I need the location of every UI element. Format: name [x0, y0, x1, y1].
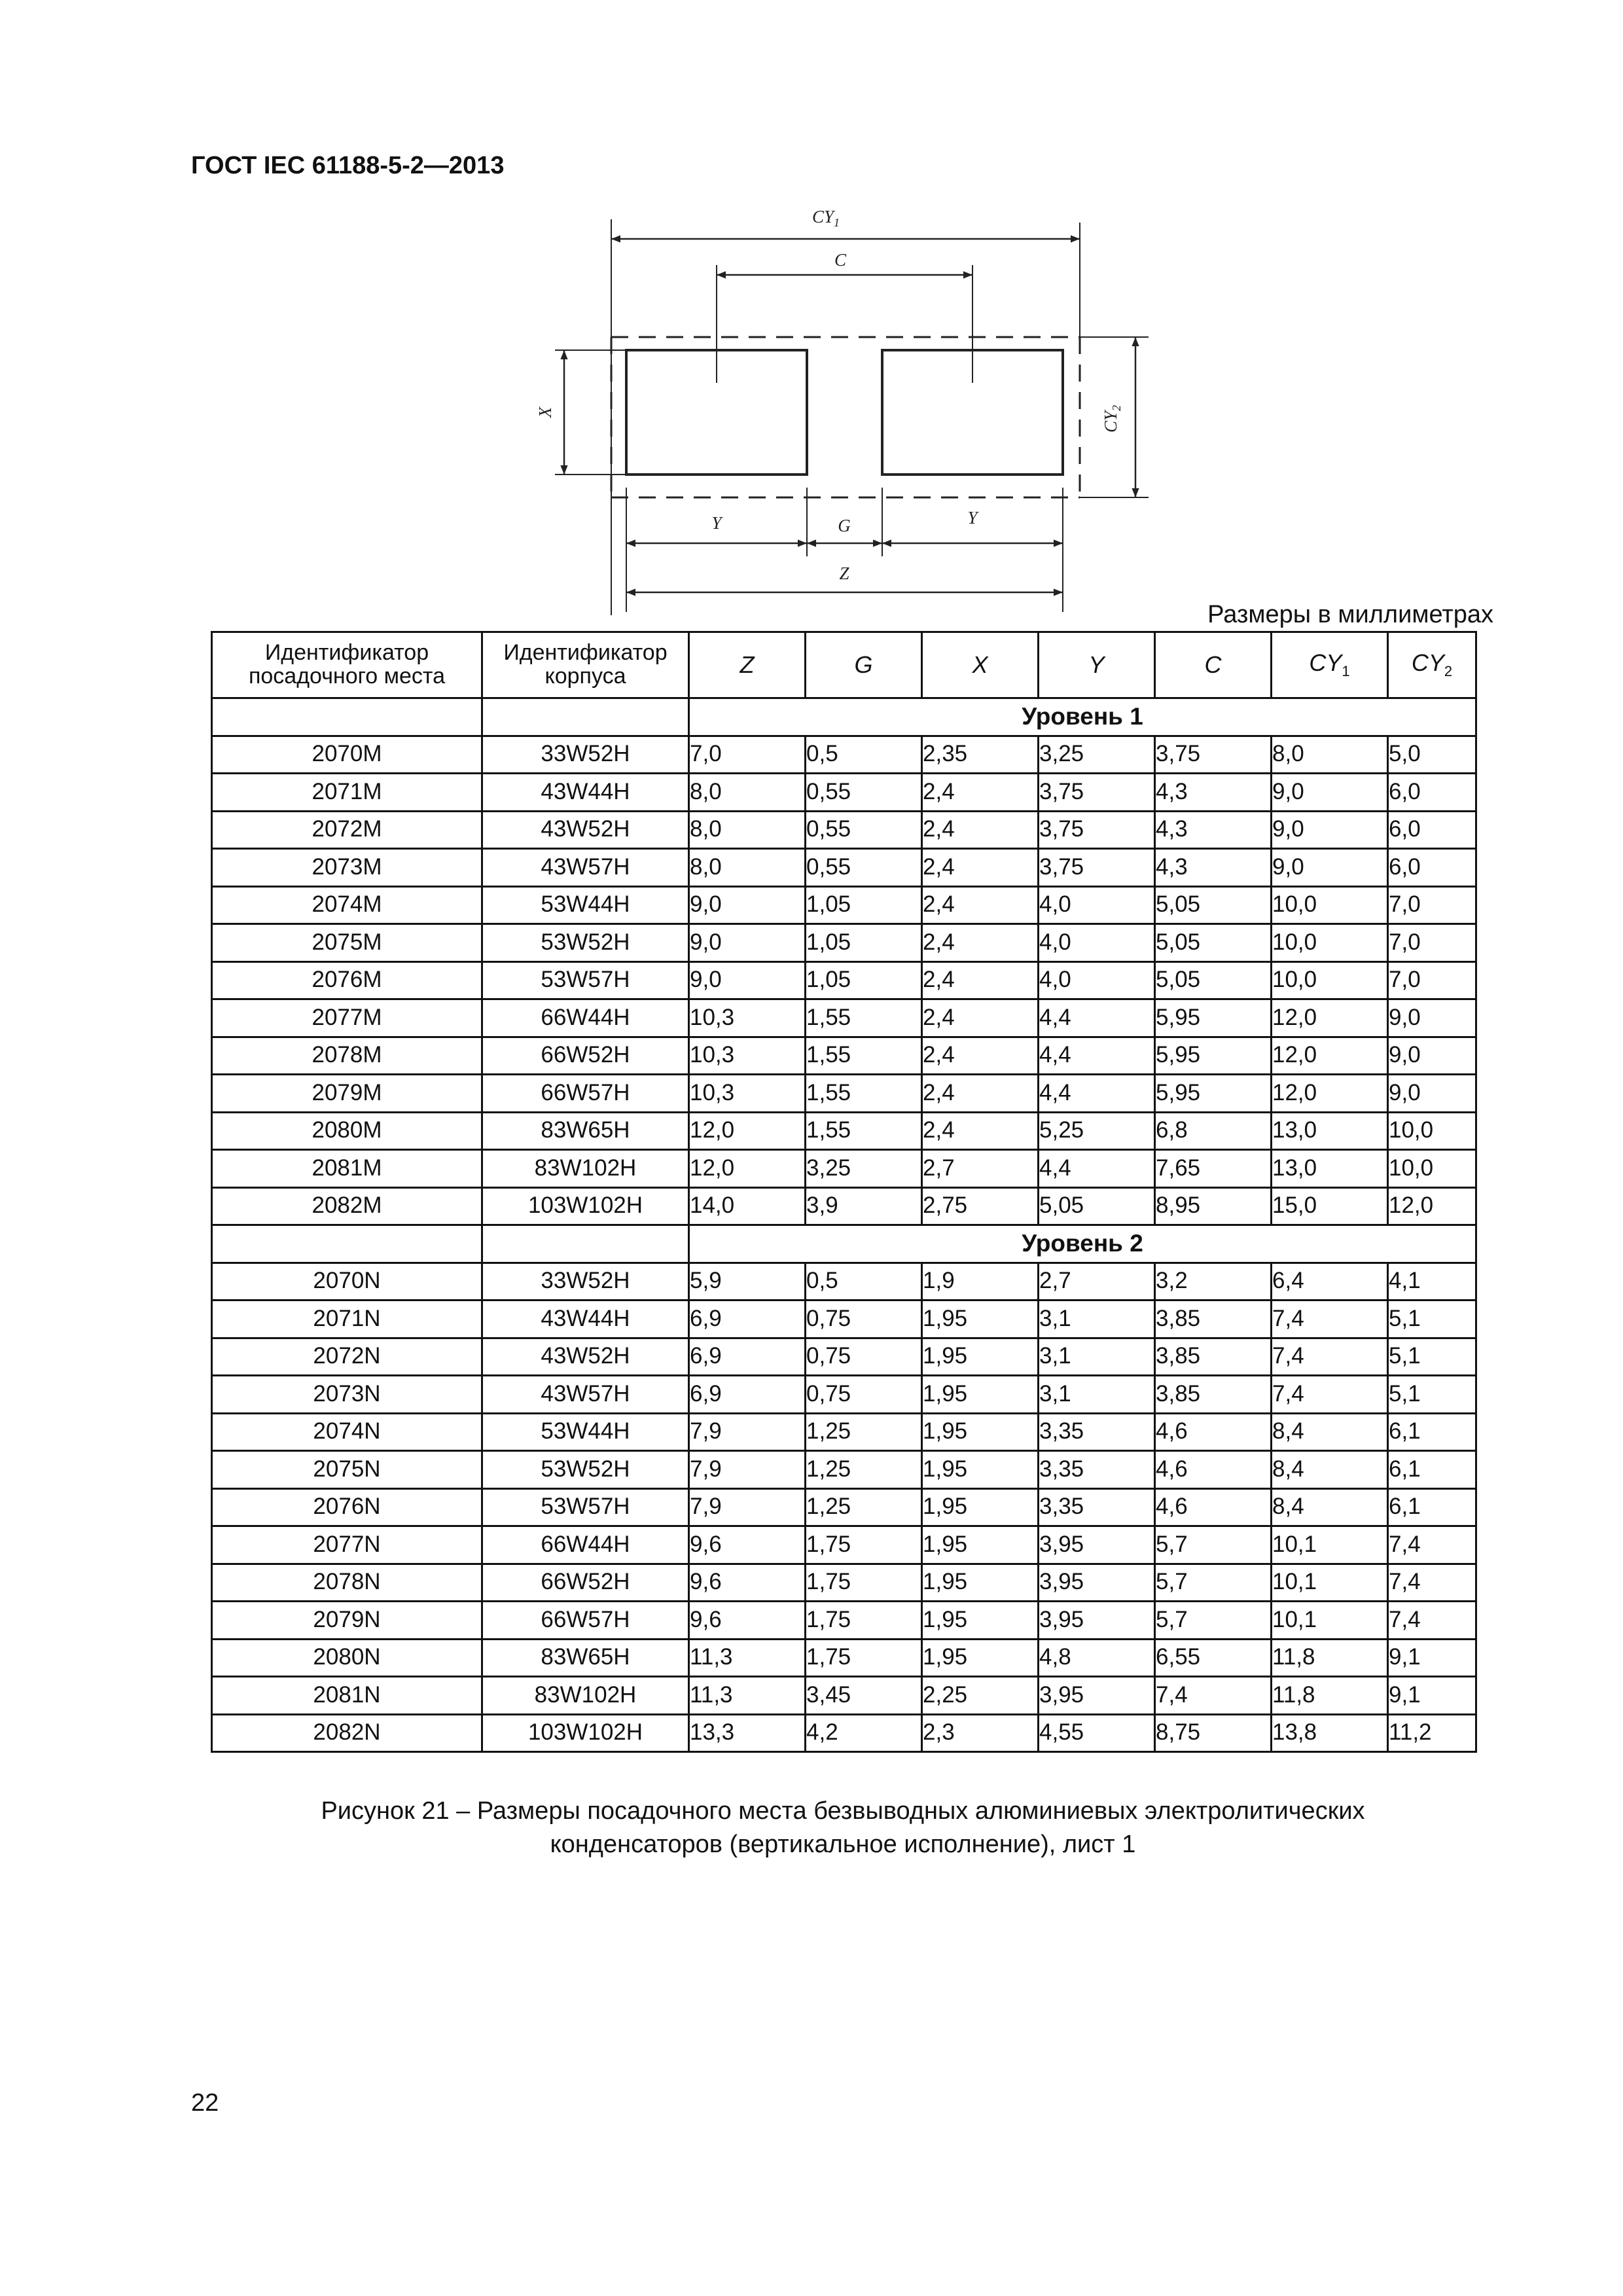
value-cell: 6,1	[1388, 1413, 1476, 1451]
land-id-cell: 2073M	[212, 849, 482, 887]
value-cell: 1,05	[806, 886, 922, 924]
value-cell: 9,0	[689, 961, 806, 999]
value-cell: 2,4	[922, 811, 1039, 849]
value-cell: 12,0	[1272, 1037, 1388, 1075]
value-cell: 5,7	[1155, 1526, 1272, 1564]
table-row	[212, 1263, 1476, 1300]
value-cell: 1,55	[806, 1037, 922, 1075]
value-cell: 9,6	[689, 1602, 806, 1640]
value-cell: 8,0	[1272, 736, 1388, 774]
value-cell: 3,1	[1039, 1376, 1155, 1414]
page-number: 22	[191, 2089, 219, 2117]
value-cell: 1,75	[806, 1564, 922, 1602]
value-cell: 6,1	[1388, 1488, 1476, 1526]
value-cell: 3,75	[1039, 774, 1155, 812]
value-cell: 3,85	[1155, 1376, 1272, 1414]
value-cell: 0,75	[806, 1338, 922, 1376]
land-id-cell: 2074N	[212, 1413, 482, 1451]
value-cell: 7,4	[1155, 1677, 1272, 1715]
value-cell: 3,95	[1039, 1526, 1155, 1564]
value-cell: 5,05	[1155, 961, 1272, 999]
level-title: Уровень 2	[689, 1225, 1476, 1263]
header-z: Z	[689, 632, 806, 698]
value-cell: 8,95	[1155, 1187, 1272, 1225]
value-cell: 9,1	[1388, 1639, 1476, 1677]
section-row	[212, 698, 1476, 736]
y-right-label: Y	[967, 508, 978, 528]
table-row	[212, 999, 1476, 1037]
table-row	[212, 1639, 1476, 1677]
value-cell: 2,4	[922, 961, 1039, 999]
value-cell: 5,1	[1388, 1338, 1476, 1376]
header-x: X	[922, 632, 1039, 698]
table-row	[212, 1376, 1476, 1414]
land-id-cell: 2080N	[212, 1639, 482, 1677]
value-cell: 10,3	[689, 1037, 806, 1075]
case-id-cell: 66W52H	[482, 1037, 689, 1075]
value-cell: 9,6	[689, 1564, 806, 1602]
value-cell: 12,0	[1272, 1075, 1388, 1113]
land-id-cell: 2071M	[212, 774, 482, 812]
g-label: G	[838, 516, 851, 535]
value-cell: 11,8	[1272, 1677, 1388, 1715]
value-cell: 9,0	[689, 924, 806, 962]
value-cell: 8,0	[689, 849, 806, 887]
x-label: X	[535, 406, 555, 418]
value-cell: 2,25	[922, 1677, 1039, 1715]
value-cell: 3,35	[1039, 1488, 1155, 1526]
value-cell: 14,0	[689, 1187, 806, 1225]
value-cell: 3,25	[806, 1150, 922, 1188]
value-cell: 1,25	[806, 1413, 922, 1451]
case-id-cell: 43W52H	[482, 811, 689, 849]
value-cell: 2,4	[922, 886, 1039, 924]
land-id-cell: 2082M	[212, 1187, 482, 1225]
value-cell: 0,55	[806, 774, 922, 812]
value-cell: 7,0	[1388, 961, 1476, 999]
table-row	[212, 1075, 1476, 1113]
value-cell: 3,75	[1155, 736, 1272, 774]
value-cell: 7,4	[1388, 1526, 1476, 1564]
value-cell: 10,0	[1388, 1112, 1476, 1150]
header-cy2: $CY_2$	[1388, 632, 1476, 698]
cy1-label: $CY_1$	[812, 207, 840, 229]
value-cell: 3,25	[1039, 736, 1155, 774]
section-row	[212, 1225, 1476, 1263]
value-cell: 4,6	[1155, 1488, 1272, 1526]
land-id-cell: 2072M	[212, 811, 482, 849]
value-cell: 1,95	[922, 1338, 1039, 1376]
case-id-cell: 83W65H	[482, 1639, 689, 1677]
value-cell: 1,95	[922, 1300, 1039, 1338]
value-cell: 7,9	[689, 1413, 806, 1451]
value-cell: 7,4	[1388, 1564, 1476, 1602]
value-cell: 13,3	[689, 1714, 806, 1752]
value-cell: 4,0	[1039, 886, 1155, 924]
case-id-cell: 83W102H	[482, 1150, 689, 1188]
value-cell: 10,1	[1272, 1602, 1388, 1640]
table-row	[212, 1488, 1476, 1526]
value-cell: 12,0	[1272, 999, 1388, 1037]
table-row	[212, 774, 1476, 812]
table-row	[212, 1602, 1476, 1640]
value-cell: 10,1	[1272, 1564, 1388, 1602]
value-cell: 9,0	[1272, 849, 1388, 887]
value-cell: 6,0	[1388, 774, 1476, 812]
value-cell: 2,4	[922, 1112, 1039, 1150]
value-cell: 0,75	[806, 1300, 922, 1338]
table-row	[212, 849, 1476, 887]
value-cell: 5,25	[1039, 1112, 1155, 1150]
case-id-cell: 53W44H	[482, 886, 689, 924]
value-cell: 6,8	[1155, 1112, 1272, 1150]
value-cell: 8,4	[1272, 1451, 1388, 1489]
value-cell: 4,3	[1155, 849, 1272, 887]
value-cell: 1,95	[922, 1526, 1039, 1564]
value-cell: 7,0	[1388, 924, 1476, 962]
value-cell: 6,1	[1388, 1451, 1476, 1489]
value-cell: 4,3	[1155, 774, 1272, 812]
value-cell: 12,0	[689, 1150, 806, 1188]
header-y: Y	[1039, 632, 1155, 698]
value-cell: 7,9	[689, 1451, 806, 1489]
case-id-cell: 53W44H	[482, 1413, 689, 1451]
table-row	[212, 1338, 1476, 1376]
value-cell: 3,2	[1155, 1263, 1272, 1300]
value-cell: 2,4	[922, 849, 1039, 887]
value-cell: 0,75	[806, 1376, 922, 1414]
value-cell: 5,7	[1155, 1564, 1272, 1602]
value-cell: 3,75	[1039, 811, 1155, 849]
case-id-cell: 66W44H	[482, 999, 689, 1037]
case-id-cell: 66W52H	[482, 1564, 689, 1602]
land-id-cell: 2079M	[212, 1075, 482, 1113]
value-cell: 13,0	[1272, 1112, 1388, 1150]
header-land-id: Идентификатор посадочного места	[212, 632, 482, 698]
case-id-cell: 53W52H	[482, 924, 689, 962]
value-cell: 11,3	[689, 1639, 806, 1677]
case-id-cell: 103W102H	[482, 1714, 689, 1752]
value-cell: 9,6	[689, 1526, 806, 1564]
table-row	[212, 1187, 1476, 1225]
value-cell: 1,05	[806, 961, 922, 999]
header-g: G	[806, 632, 922, 698]
value-cell: 6,55	[1155, 1639, 1272, 1677]
table-row	[212, 1451, 1476, 1489]
land-id-cell: 2081N	[212, 1677, 482, 1715]
table-row	[212, 1150, 1476, 1188]
value-cell: 0,5	[806, 1263, 922, 1300]
value-cell: 12,0	[689, 1112, 806, 1150]
land-id-cell: 2078N	[212, 1564, 482, 1602]
caption-line-1: Рисунок 21 – Размеры посадочного места безвыводных алюминиевых электролитических	[321, 1797, 1365, 1825]
value-cell: 4,0	[1039, 924, 1155, 962]
value-cell: 10,3	[689, 1075, 806, 1113]
land-id-cell: 2071N	[212, 1300, 482, 1338]
value-cell: 4,0	[1039, 961, 1155, 999]
value-cell: 13,8	[1272, 1714, 1388, 1752]
value-cell: 6,9	[689, 1338, 806, 1376]
value-cell: 3,85	[1155, 1300, 1272, 1338]
value-cell: 13,0	[1272, 1150, 1388, 1188]
value-cell: 4,3	[1155, 811, 1272, 849]
value-cell: 8,0	[689, 774, 806, 812]
value-cell: 1,25	[806, 1451, 922, 1489]
value-cell: 1,55	[806, 1075, 922, 1113]
value-cell: 3,45	[806, 1677, 922, 1715]
dimensions-table	[211, 631, 1477, 1753]
header-case-id: Идентификатор корпуса	[482, 632, 689, 698]
value-cell: 1,05	[806, 924, 922, 962]
case-id-cell: 43W52H	[482, 1338, 689, 1376]
case-id-cell: 43W44H	[482, 1300, 689, 1338]
value-cell: 3,9	[806, 1187, 922, 1225]
value-cell: 0,55	[806, 849, 922, 887]
value-cell: 1,95	[922, 1451, 1039, 1489]
table-row	[212, 1300, 1476, 1338]
land-id-cell: 2080M	[212, 1112, 482, 1150]
value-cell: 10,0	[1272, 961, 1388, 999]
land-id-cell: 2072N	[212, 1338, 482, 1376]
value-cell: 5,1	[1388, 1300, 1476, 1338]
value-cell: 7,0	[689, 736, 806, 774]
value-cell: 4,4	[1039, 1150, 1155, 1188]
footprint-dimension-drawing	[0, 0, 1623, 628]
value-cell: 10,0	[1272, 886, 1388, 924]
land-id-cell: 2070N	[212, 1263, 482, 1300]
value-cell: 4,6	[1155, 1451, 1272, 1489]
value-cell: 3,1	[1039, 1300, 1155, 1338]
value-cell: 7,9	[689, 1488, 806, 1526]
cy2-label: $CY_2$	[1101, 404, 1123, 433]
value-cell: 7,4	[1272, 1376, 1388, 1414]
value-cell: 4,2	[806, 1714, 922, 1752]
value-cell: 9,0	[1272, 774, 1388, 812]
value-cell: 2,7	[922, 1150, 1039, 1188]
value-cell: 5,95	[1155, 1037, 1272, 1075]
land-id-cell: 2077N	[212, 1526, 482, 1564]
table-row	[212, 1037, 1476, 1075]
value-cell: 5,7	[1155, 1602, 1272, 1640]
value-cell: 8,4	[1272, 1488, 1388, 1526]
table-row	[212, 1714, 1476, 1752]
value-cell: 2,75	[922, 1187, 1039, 1225]
case-id-cell: 53W57H	[482, 961, 689, 999]
value-cell: 12,0	[1388, 1187, 1476, 1225]
case-id-cell: 66W44H	[482, 1526, 689, 1564]
value-cell: 3,85	[1155, 1338, 1272, 1376]
value-cell: 4,6	[1155, 1413, 1272, 1451]
land-id-cell: 2082N	[212, 1714, 482, 1752]
value-cell: 11,2	[1388, 1714, 1476, 1752]
empty-cell	[482, 1225, 689, 1263]
value-cell: 4,4	[1039, 1075, 1155, 1113]
empty-cell	[212, 1225, 482, 1263]
value-cell: 1,95	[922, 1602, 1039, 1640]
land-id-cell: 2075N	[212, 1451, 482, 1489]
value-cell: 3,95	[1039, 1602, 1155, 1640]
value-cell: 6,9	[689, 1376, 806, 1414]
value-cell: 5,0	[1388, 736, 1476, 774]
value-cell: 1,75	[806, 1602, 922, 1640]
value-cell: 6,0	[1388, 849, 1476, 887]
value-cell: 4,8	[1039, 1639, 1155, 1677]
value-cell: 3,35	[1039, 1451, 1155, 1489]
case-id-cell: 43W57H	[482, 849, 689, 887]
case-id-cell: 33W52H	[482, 1263, 689, 1300]
value-cell: 1,55	[806, 1112, 922, 1150]
value-cell: 11,3	[689, 1677, 806, 1715]
case-id-cell: 66W57H	[482, 1075, 689, 1113]
value-cell: 7,65	[1155, 1150, 1272, 1188]
value-cell: 9,0	[1272, 811, 1388, 849]
value-cell: 1,95	[922, 1413, 1039, 1451]
value-cell: 2,4	[922, 999, 1039, 1037]
value-cell: 7,4	[1272, 1338, 1388, 1376]
table-row	[212, 736, 1476, 774]
value-cell: 1,75	[806, 1526, 922, 1564]
case-id-cell: 33W52H	[482, 736, 689, 774]
table-row	[212, 961, 1476, 999]
value-cell: 9,0	[689, 886, 806, 924]
value-cell: 6,4	[1272, 1263, 1388, 1300]
value-cell: 7,4	[1272, 1300, 1388, 1338]
value-cell: 2,35	[922, 736, 1039, 774]
land-id-cell: 2077M	[212, 999, 482, 1037]
case-id-cell: 83W65H	[482, 1112, 689, 1150]
value-cell: 2,4	[922, 924, 1039, 962]
header-c: C	[1155, 632, 1272, 698]
value-cell: 9,0	[1388, 1037, 1476, 1075]
value-cell: 1,75	[806, 1639, 922, 1677]
value-cell: 1,25	[806, 1488, 922, 1526]
value-cell: 15,0	[1272, 1187, 1388, 1225]
land-id-cell: 2075M	[212, 924, 482, 962]
case-id-cell: 43W57H	[482, 1376, 689, 1414]
value-cell: 1,95	[922, 1488, 1039, 1526]
units-note: Размеры в миллиметрах	[1207, 601, 1493, 628]
value-cell: 3,75	[1039, 849, 1155, 887]
value-cell: 10,0	[1272, 924, 1388, 962]
value-cell: 9,0	[1388, 999, 1476, 1037]
z-label: Z	[839, 564, 849, 583]
document-code-header: ГОСТ IEC 61188-5-2—2013	[191, 152, 505, 179]
land-id-cell: 2076N	[212, 1488, 482, 1526]
value-cell: 10,1	[1272, 1526, 1388, 1564]
empty-cell	[482, 698, 689, 736]
value-cell: 4,55	[1039, 1714, 1155, 1752]
caption-line-2: конденсаторов (вертикальное исполнение), лист 1	[550, 1831, 1136, 1859]
y-left-label: Y	[711, 513, 722, 533]
case-id-cell: 53W52H	[482, 1451, 689, 1489]
land-id-cell: 2078M	[212, 1037, 482, 1075]
value-cell: 1,55	[806, 999, 922, 1037]
value-cell: 7,0	[1388, 886, 1476, 924]
value-cell: 5,95	[1155, 999, 1272, 1037]
value-cell: 5,1	[1388, 1376, 1476, 1414]
value-cell: 6,0	[1388, 811, 1476, 849]
value-cell: 2,7	[1039, 1263, 1155, 1300]
header-cy1: $CY_1$	[1272, 632, 1388, 698]
table-row	[212, 924, 1476, 962]
case-id-cell: 103W102H	[482, 1187, 689, 1225]
value-cell: 3,35	[1039, 1413, 1155, 1451]
case-id-cell: 53W57H	[482, 1488, 689, 1526]
case-id-cell: 43W44H	[482, 774, 689, 812]
value-cell: 2,3	[922, 1714, 1039, 1752]
case-id-cell: 66W57H	[482, 1602, 689, 1640]
level-title: Уровень 1	[689, 698, 1476, 736]
land-id-cell: 2079N	[212, 1602, 482, 1640]
value-cell: 8,4	[1272, 1413, 1388, 1451]
value-cell: 11,8	[1272, 1639, 1388, 1677]
value-cell: 6,9	[689, 1300, 806, 1338]
value-cell: 4,4	[1039, 999, 1155, 1037]
figure-caption	[211, 1795, 1475, 1862]
value-cell: 3,1	[1039, 1338, 1155, 1376]
value-cell: 9,0	[1388, 1075, 1476, 1113]
value-cell: 3,95	[1039, 1564, 1155, 1602]
table-row	[212, 1564, 1476, 1602]
land-id-cell: 2073N	[212, 1376, 482, 1414]
value-cell: 5,05	[1155, 924, 1272, 962]
table-header-row	[212, 632, 1476, 698]
value-cell: 10,3	[689, 999, 806, 1037]
value-cell: 0,55	[806, 811, 922, 849]
value-cell: 7,4	[1388, 1602, 1476, 1640]
value-cell: 1,9	[922, 1263, 1039, 1300]
value-cell: 8,75	[1155, 1714, 1272, 1752]
value-cell: 5,95	[1155, 1075, 1272, 1113]
table-row	[212, 811, 1476, 849]
value-cell: 2,4	[922, 774, 1039, 812]
table-row	[212, 1677, 1476, 1715]
value-cell: 5,05	[1155, 886, 1272, 924]
empty-cell	[212, 698, 482, 736]
value-cell: 2,4	[922, 1037, 1039, 1075]
value-cell: 1,95	[922, 1639, 1039, 1677]
table-row	[212, 1413, 1476, 1451]
table-row	[212, 886, 1476, 924]
value-cell: 8,0	[689, 811, 806, 849]
value-cell: 10,0	[1388, 1150, 1476, 1188]
value-cell: 0,5	[806, 736, 922, 774]
case-id-cell: 83W102H	[482, 1677, 689, 1715]
value-cell: 3,95	[1039, 1677, 1155, 1715]
value-cell: 1,95	[922, 1564, 1039, 1602]
value-cell: 4,1	[1388, 1263, 1476, 1300]
c-label: C	[834, 250, 847, 270]
table-row	[212, 1112, 1476, 1150]
value-cell: 9,1	[1388, 1677, 1476, 1715]
value-cell: 1,95	[922, 1376, 1039, 1414]
land-id-cell: 2081M	[212, 1150, 482, 1188]
value-cell: 2,4	[922, 1075, 1039, 1113]
table-row	[212, 1526, 1476, 1564]
land-id-cell: 2070M	[212, 736, 482, 774]
value-cell: 5,9	[689, 1263, 806, 1300]
land-id-cell: 2076M	[212, 961, 482, 999]
value-cell: 4,4	[1039, 1037, 1155, 1075]
land-id-cell: 2074M	[212, 886, 482, 924]
value-cell: 5,05	[1039, 1187, 1155, 1225]
